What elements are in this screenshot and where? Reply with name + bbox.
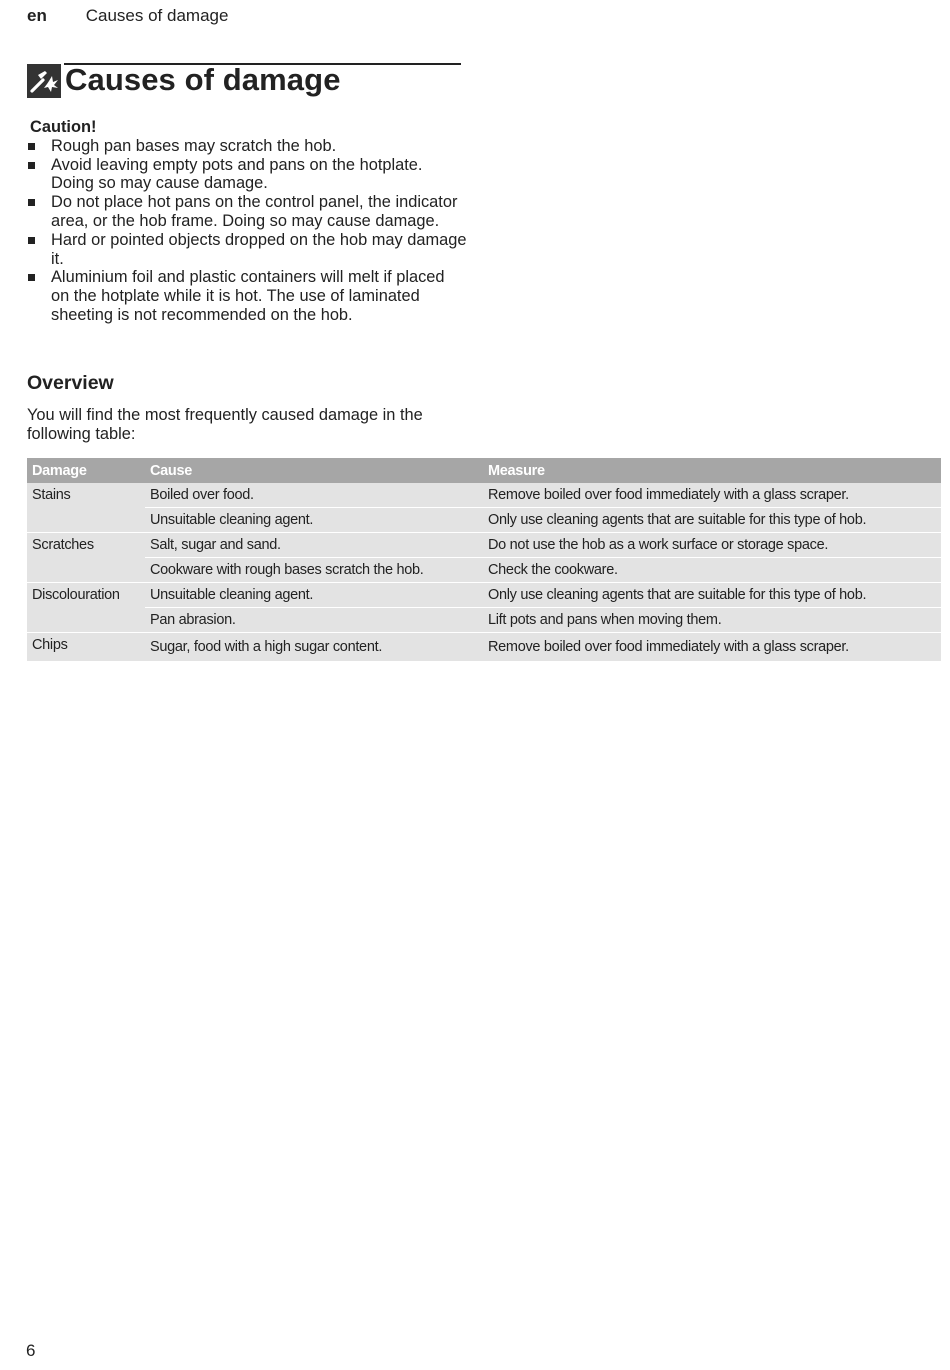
bullet-square-icon	[28, 199, 35, 206]
overview-intro: You will find the most frequently caused damage in the following table:	[27, 406, 423, 443]
list-item	[27, 137, 467, 156]
table-row	[27, 583, 941, 608]
bullet-square-icon	[28, 274, 35, 281]
language-code: en	[27, 6, 47, 25]
measure-cell: Only use cleaning agents that are suitable for this type of hob.	[483, 508, 941, 533]
measure-cell: Only use cleaning agents that are suitable for this type of hob.	[483, 583, 941, 608]
header-damage: Damage	[27, 458, 145, 483]
running-header	[27, 6, 228, 26]
bullet-square-icon	[28, 237, 35, 244]
list-item	[27, 231, 467, 269]
cause-cell: Unsuitable cleaning agent.	[145, 508, 483, 533]
measure-cell: Check the cookware.	[483, 558, 941, 583]
list-item-text: Rough pan bases may scratch the hob.	[51, 136, 337, 155]
list-item	[27, 193, 467, 231]
measure-cell: Remove boiled over food immediately with a glass scraper.	[483, 483, 941, 508]
measure-cell: Remove boiled over food immediately with a glass scraper.	[483, 633, 941, 662]
table-row	[27, 608, 941, 633]
cause-cell: Unsuitable cleaning agent.	[145, 583, 483, 608]
list-item	[27, 268, 467, 324]
list-item	[27, 156, 467, 194]
header-cause: Cause	[145, 458, 483, 483]
damage-cell: Stains	[27, 483, 145, 533]
page-number: 6	[26, 1341, 36, 1360]
table-row	[27, 633, 941, 662]
damage-cell: Discolouration	[27, 583, 145, 633]
damage-table	[27, 458, 941, 662]
table-row	[27, 508, 941, 533]
measure-cell: Do not use the hob as a work surface or storage space.	[483, 533, 941, 558]
cause-cell: Pan abrasion.	[145, 608, 483, 633]
bullet-square-icon	[28, 162, 35, 169]
damage-cell: Chips	[27, 633, 145, 662]
list-item-text: Avoid leaving empty pots and pans on the hotplate. Doing so may cause damage.	[51, 155, 423, 193]
list-item-text: Aluminium foil and plastic containers will melt if placed on the hotplate while it is hot. The use of laminated sheeting is not recommended on the hob.	[51, 268, 445, 324]
caution-block	[27, 118, 467, 325]
list-item-text: Do not place hot pans on the control panel, the indicator area, or the hob frame. Doing so may cause damage.	[51, 193, 458, 230]
cause-cell: Salt, sugar and sand.	[145, 533, 483, 558]
table-row	[27, 483, 941, 508]
caution-list	[27, 137, 467, 325]
bullet-square-icon	[28, 143, 35, 150]
table-row	[27, 558, 941, 583]
damage-cell: Scratches	[27, 533, 145, 583]
page-title: Causes of damage	[65, 62, 341, 97]
cause-cell: Boiled over food.	[145, 483, 483, 508]
damage-warning-icon	[27, 64, 61, 98]
list-item-text: Hard or pointed objects dropped on the hob may damage it.	[51, 230, 467, 268]
table-header-row	[27, 458, 941, 483]
caution-label: Caution!	[30, 118, 97, 136]
measure-cell: Lift pots and pans when moving them.	[483, 608, 941, 633]
cause-cell: Cookware with rough bases scratch the hob.	[145, 558, 483, 583]
overview-heading: Overview	[27, 372, 114, 394]
cause-cell: Sugar, food with a high sugar content.	[145, 633, 483, 662]
table-row	[27, 533, 941, 558]
running-header-section: Causes of damage	[85, 6, 229, 25]
header-measure: Measure	[483, 458, 941, 483]
